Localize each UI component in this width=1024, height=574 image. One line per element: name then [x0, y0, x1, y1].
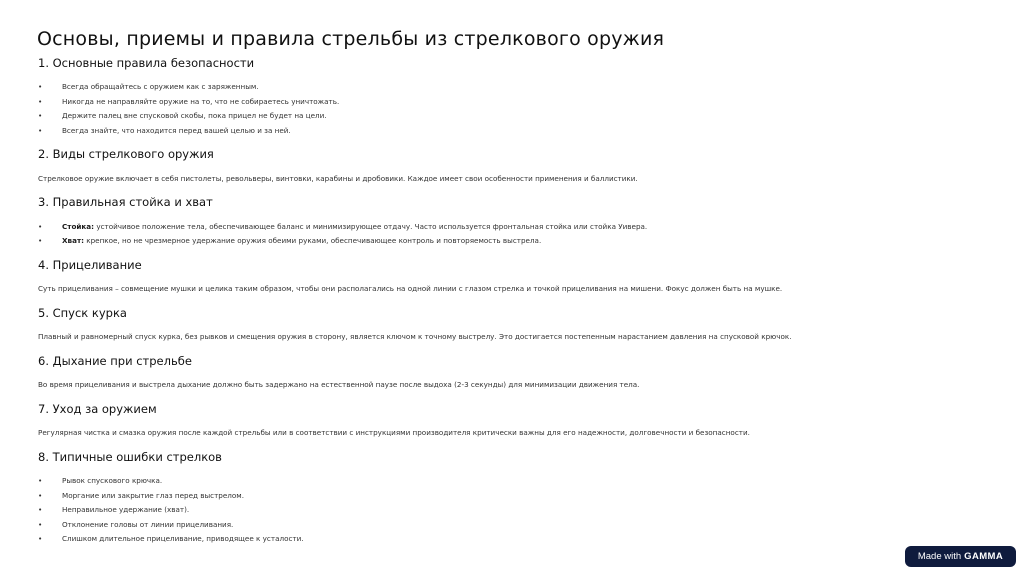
- bullet-icon: •: [38, 126, 43, 135]
- list-item: • Рывок спускового крючка.: [38, 476, 163, 485]
- section-paragraph: Суть прицеливания – совмещение мушки и целика таким образом, чтобы они располагались на одной линии с глазом стрелка и точкой прицеливания на мишени. Фокус должен быть на мушке.: [38, 284, 783, 293]
- bullet-icon: •: [38, 222, 43, 231]
- section-paragraph: Регулярная чистка и смазка оружия после каждой стрельбы или в соответствии с инструкциями производителя критически важны для его надежности, долговечности и безопасности.: [38, 428, 750, 437]
- section-heading-aiming: 4. Прицеливание: [38, 258, 142, 272]
- list-item: • Хват: крепкое, но не чрезмерное удержание оружия обеими руками, обеспечивающее контроль и повторяемость выстрела.: [38, 236, 542, 245]
- bullet-icon: •: [38, 520, 43, 529]
- section-paragraph: Стрелковое оружие включает в себя пистолеты, револьверы, винтовки, карабины и дробовики. Каждое имеет свои особенности применения и баллистики.: [38, 174, 638, 183]
- list-item: • Неправильное удержание (хват).: [38, 505, 190, 514]
- page-title: Основы, приемы и правила стрельбы из стрелкового оружия: [37, 28, 665, 50]
- bullet-icon: •: [38, 111, 43, 120]
- bullet-icon: •: [38, 491, 43, 500]
- section-heading-safety: 1. Основные правила безопасности: [38, 56, 255, 70]
- list-item: • Слишком длительное прицеливание, приводящее к усталости.: [38, 534, 304, 543]
- list-item: • Всегда обращайтесь с оружием как с заряженным.: [38, 82, 259, 91]
- list-item: • Всегда знайте, что находится перед вашей целью и за ней.: [38, 126, 291, 135]
- bullet-icon: •: [38, 236, 43, 245]
- section-paragraph: Плавный и равномерный спуск курка, без рывков и смещения оружия в сторону, является ключом к точному выстрелу. Это достигается постепенным нарастанием давления на спусковой крючок.: [38, 332, 792, 341]
- section-heading-mistakes: 8. Типичные ошибки стрелков: [38, 450, 222, 464]
- made-with-gamma-button[interactable]: [905, 546, 1016, 567]
- section-heading-trigger: 5. Спуск курка: [38, 306, 127, 320]
- gamma-logo-text: GAMMA: [964, 551, 1004, 562]
- bullet-icon: •: [38, 505, 43, 514]
- section-paragraph: Во время прицеливания и выстрела дыхание должно быть задержано на естественной паузе после выдоха (2-3 секунды) для минимизации движения тела.: [38, 380, 640, 389]
- list-item: • Держите палец вне спусковой скобы, пока прицел не будет на цели.: [38, 111, 327, 120]
- list-item: • Никогда не направляйте оружие на то, что не собираетесь уничтожать.: [38, 97, 340, 106]
- section-heading-stance-grip: 3. Правильная стойка и хват: [38, 195, 213, 209]
- section-heading-maintenance: 7. Уход за оружием: [38, 402, 157, 416]
- list-item: • Моргание или закрытие глаз перед выстрелом.: [38, 491, 244, 500]
- bullet-icon: •: [38, 534, 43, 543]
- bullet-icon: •: [38, 82, 43, 91]
- bullet-icon: •: [38, 97, 43, 106]
- bullet-icon: •: [38, 476, 43, 485]
- badge-prefix: Made with: [917, 551, 962, 562]
- section-heading-breathing: 6. Дыхание при стрельбе: [38, 354, 192, 368]
- list-item: • Отклонение головы от линии прицеливания.: [38, 520, 234, 529]
- list-item: • Стойка: устойчивое положение тела, обеспечивающее баланс и минимизирующее отдачу. Часто используется фронтальная стойка или стойка Уивера.: [38, 222, 648, 231]
- section-heading-weapon-types: 2. Виды стрелкового оружия: [38, 147, 214, 161]
